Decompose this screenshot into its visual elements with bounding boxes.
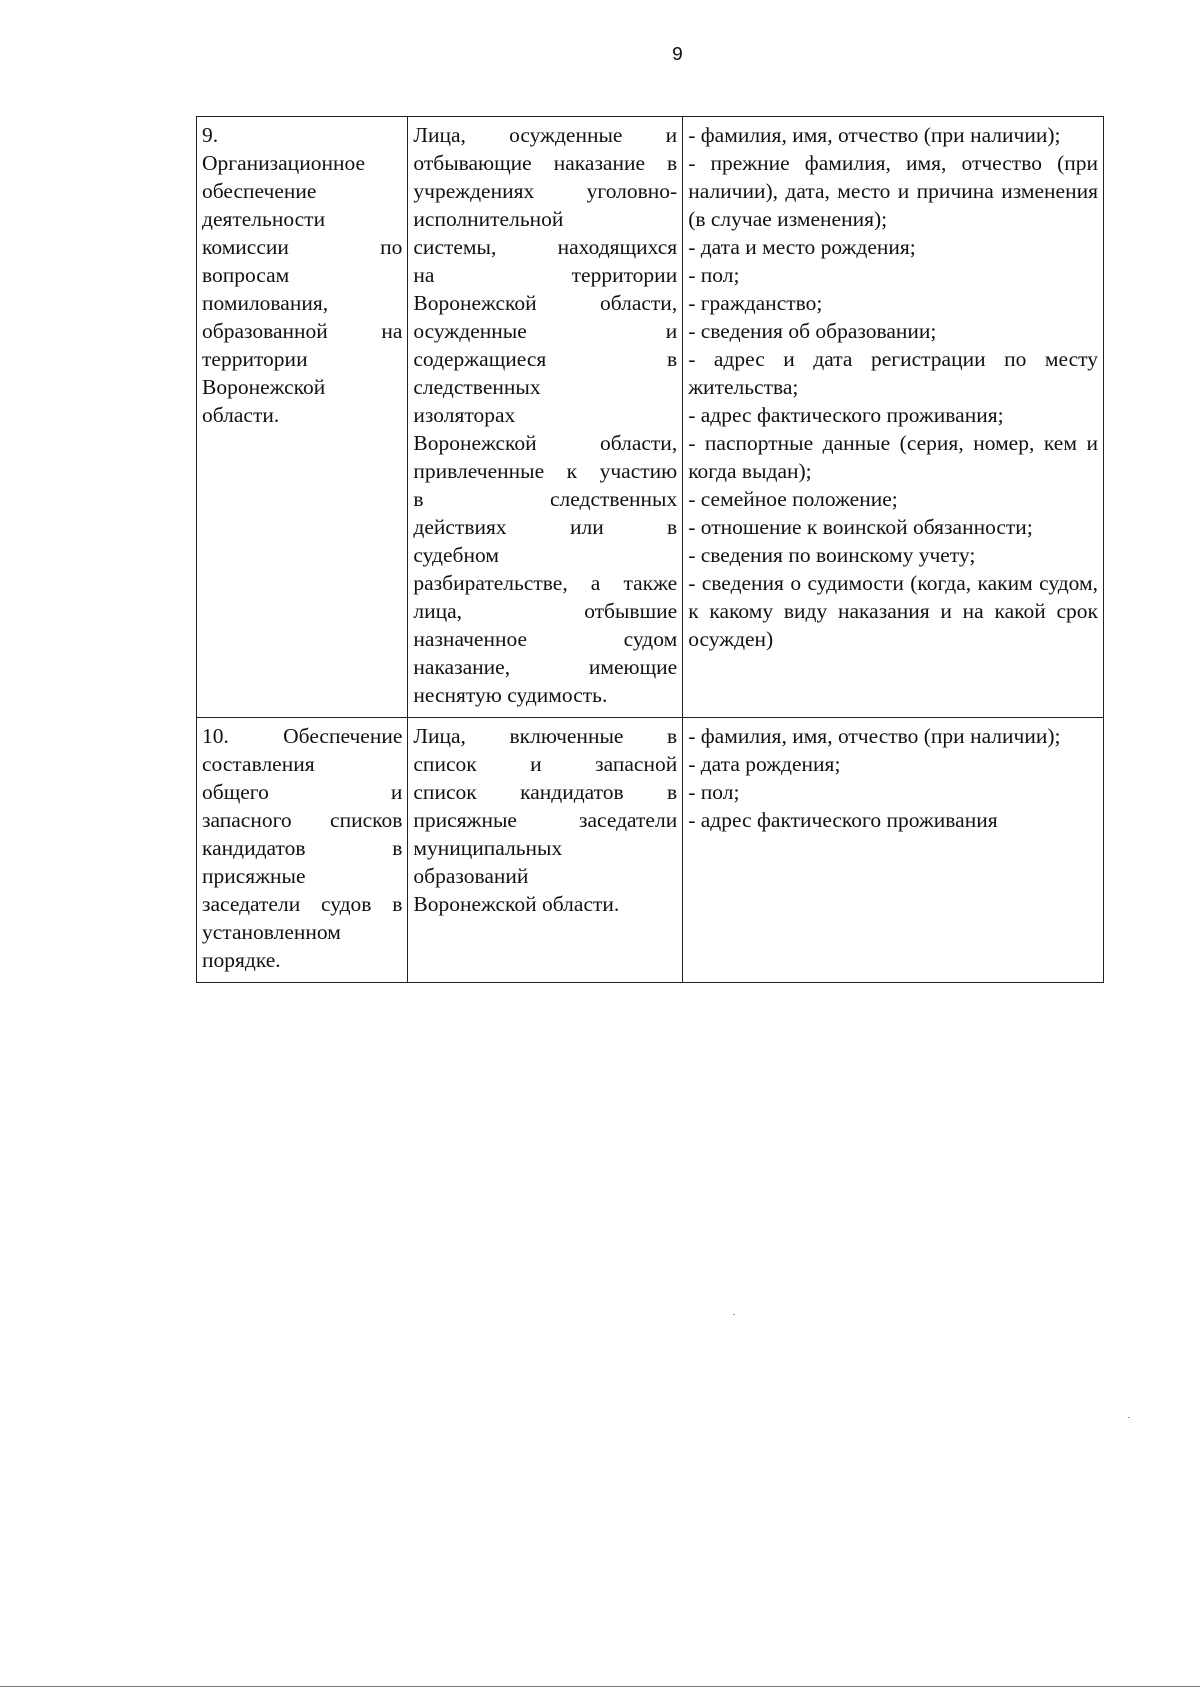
purpose-line: 10. Обеспечение bbox=[202, 724, 403, 748]
purpose-cell bbox=[197, 718, 408, 983]
data-list-item: - пол; bbox=[688, 263, 740, 287]
subjects-line: наказание, имеющие bbox=[413, 655, 678, 679]
subjects-line: следственных bbox=[413, 375, 541, 399]
subjects-line: Лица, включенные в bbox=[413, 724, 678, 748]
purpose-line: помилования, bbox=[202, 291, 329, 315]
purpose-cell bbox=[197, 117, 408, 718]
subjects-line: учреждениях уголовно- bbox=[413, 179, 678, 203]
purpose-line: заседатели судов в bbox=[202, 892, 403, 916]
data-list-item: - прежние фамилия, имя, отчество (при наличии), дата, место и причина изменения (в случае изменения); bbox=[688, 151, 1098, 231]
subjects-line: назначенное судом bbox=[413, 627, 678, 651]
data-list-item: - фамилия, имя, отчество (при наличии); bbox=[688, 724, 1061, 748]
scan-speck bbox=[733, 1314, 735, 1315]
data-list-item: - паспортные данные (серия, номер, кем и когда выдан); bbox=[688, 431, 1098, 483]
scan-speck bbox=[1128, 1417, 1130, 1418]
purpose-line: обеспечение bbox=[202, 179, 317, 203]
subjects-line: действиях или в bbox=[413, 515, 678, 539]
subjects-cell bbox=[408, 117, 683, 718]
data-list-cell bbox=[683, 718, 1104, 983]
purpose-line: территории bbox=[202, 347, 308, 371]
subjects-line: системы, находящихся bbox=[413, 235, 678, 259]
table-row bbox=[197, 117, 1104, 718]
data-list-cell bbox=[683, 117, 1104, 718]
purpose-line: комиссии по bbox=[202, 235, 403, 259]
data-list-item: - фамилия, имя, отчество (при наличии); bbox=[688, 123, 1061, 147]
subjects-line: привлеченные к участию bbox=[413, 459, 678, 483]
data-list-item: - адрес фактического проживания; bbox=[688, 403, 1004, 427]
data-list-item: - сведения об образовании; bbox=[688, 319, 937, 343]
subjects-line: изоляторах bbox=[413, 403, 516, 427]
subjects-cell bbox=[408, 718, 683, 983]
subjects-line: в следственных bbox=[413, 487, 678, 511]
data-list-item: - пол; bbox=[688, 780, 740, 804]
data-list-item: - адрес фактического проживания bbox=[688, 808, 998, 832]
purpose-line: общего и bbox=[202, 780, 403, 804]
table-row bbox=[197, 718, 1104, 983]
purpose-line: вопросам bbox=[202, 263, 290, 287]
purpose-line: области. bbox=[202, 403, 280, 427]
purpose-line: деятельности bbox=[202, 207, 326, 231]
data-list-item: - дата и место рождения; bbox=[688, 235, 916, 259]
subjects-line: лица, отбывшие bbox=[413, 599, 678, 623]
subjects-line: Лица, осужденные и bbox=[413, 123, 678, 147]
purpose-line: 9. bbox=[202, 123, 219, 147]
purpose-line: порядке. bbox=[202, 948, 281, 972]
subjects-line: список и запасной bbox=[413, 752, 678, 776]
data-list-item: - адрес и дата регистрации по месту жительства; bbox=[688, 347, 1098, 399]
purpose-line: Воронежской bbox=[202, 375, 326, 399]
subjects-line: судебном bbox=[413, 543, 499, 567]
subjects-line: исполнительной bbox=[413, 207, 564, 231]
data-list-item: - отношение к воинской обязанности; bbox=[688, 515, 1033, 539]
data-list-item: - дата рождения; bbox=[688, 752, 841, 776]
subjects-line: неснятую судимость. bbox=[413, 683, 608, 707]
subjects-line: осужденные и bbox=[413, 319, 678, 343]
purpose-line: установленном bbox=[202, 920, 341, 944]
subjects-line: Воронежской области, bbox=[413, 431, 678, 455]
data-list-item: - сведения о судимости (когда, каким судом, к какому виду наказания и на какой срок осужден) bbox=[688, 571, 1098, 651]
subjects-line: присяжные заседатели bbox=[413, 808, 678, 832]
subjects-line: отбывающие наказание в bbox=[413, 151, 678, 175]
data-table bbox=[196, 116, 1104, 983]
purpose-line: кандидатов в bbox=[202, 836, 403, 860]
page-number: 9 bbox=[671, 44, 684, 66]
subjects-line: Воронежской области, bbox=[413, 291, 678, 315]
subjects-line: Воронежской области. bbox=[413, 892, 620, 916]
purpose-line: образованной на bbox=[202, 319, 403, 343]
purpose-line: составления bbox=[202, 752, 315, 776]
subjects-line: список кандидатов в bbox=[413, 780, 678, 804]
purpose-line: запасного списков bbox=[202, 808, 403, 832]
scan-edge-line bbox=[0, 1686, 1200, 1687]
data-list-item: - семейное положение; bbox=[688, 487, 898, 511]
purpose-line: Организационное bbox=[202, 151, 366, 175]
subjects-line: муниципальных bbox=[413, 836, 563, 860]
data-list-item: - сведения по воинскому учету; bbox=[688, 543, 976, 567]
subjects-line: содержащиеся в bbox=[413, 347, 678, 371]
subjects-line: на территории bbox=[413, 263, 678, 287]
data-list-item: - гражданство; bbox=[688, 291, 823, 315]
purpose-line: присяжные bbox=[202, 864, 306, 888]
subjects-line: разбирательстве, а также bbox=[413, 571, 678, 595]
subjects-line: образований bbox=[413, 864, 529, 888]
